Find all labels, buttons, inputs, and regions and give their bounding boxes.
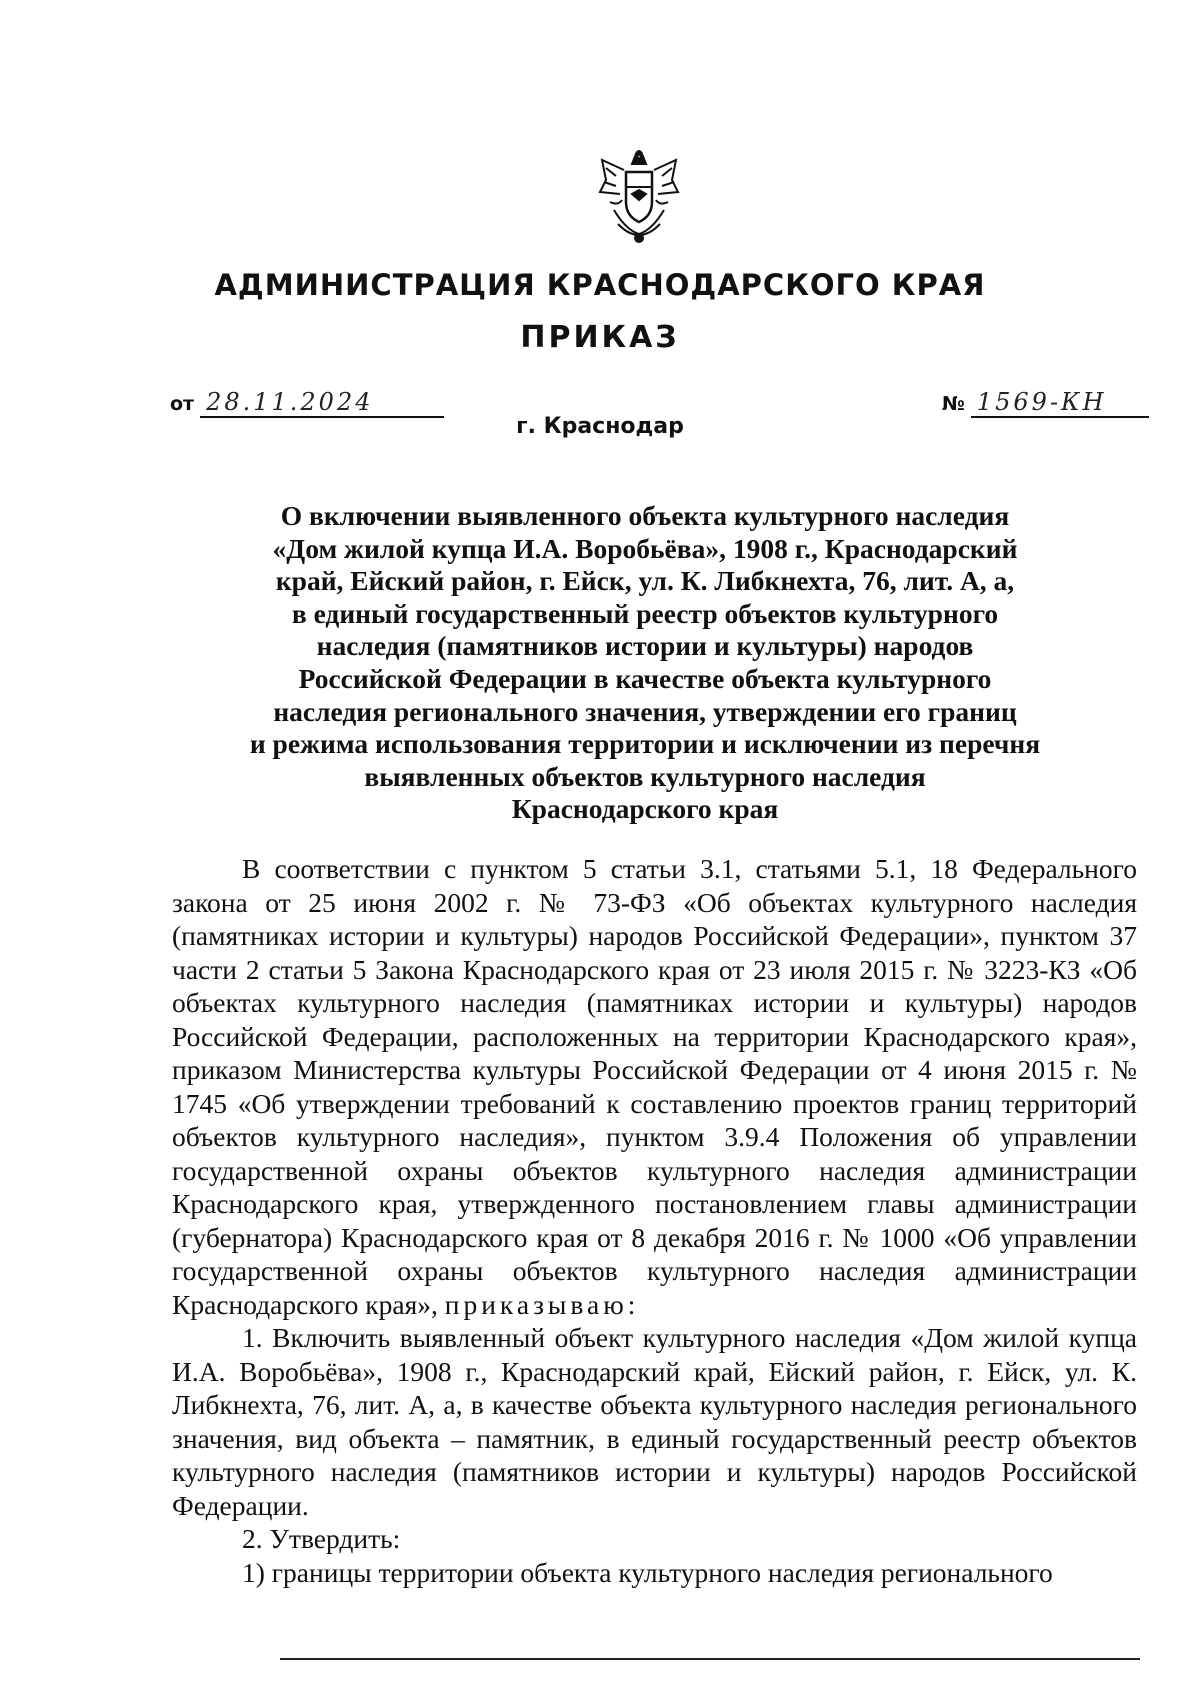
item-1-paragraph: 1. Включить выявленный объект культурного наследия «Дом жилой купца И.А. Воробьёва», 1908 г., Краснодарский край, Ейский район, г. Ейск, ул. К. Либкнехта, 76, лит. А, а, в качестве объекта культурного наследия регионального значения, вид объекта – памятник, в единый государственный реестр объектов культурного наследия (памятников истории и культуры) народов Российской Федерации. — [172, 1322, 1137, 1521]
number-field: 1569-КН — [971, 388, 1149, 418]
title-line: и режима использования территории и исключении из перечня — [249, 728, 1041, 760]
title-line: в единый государственный реестр объектов культурного — [291, 597, 999, 629]
organization-title: АДМИНИСТРАЦИЯ КРАСНОДАРСКОГО КРАЯ — [214, 268, 986, 302]
item-2-paragraph: 2. Утвердить: — [242, 1523, 401, 1554]
title-line: Российской Федерации в качестве объекта культурного — [298, 662, 992, 694]
order-word: приказываю: — [444, 1288, 640, 1320]
document-body — [172, 852, 1137, 1589]
preamble-text: В соответствии с пунктом 5 статьи 3.1, статьями 5.1, 18 Федерального закона от 25 июня 2002 г. № 73-ФЗ «Об объектах культурного наследия (памятниках истории и культуры) народов Российской Федерации», пунктом 37 части 2 статьи 5 Закона Краснодарского края от 23 июля 2015 г. № 3223-КЗ «Об объектах культурного наследия (памятниках истории и культуры) народов Российской Федерации, расположенных на территории Краснодарского края», приказом Министерства культуры Российской Федерации от 4 июня 2015 г. № 1745 «Об утверждении требований к составлению проектов границ территорий объектов культурного наследия», пунктом 3.9.4 Положения об управлении государственной охраны объектов культурного наследия администрации Краснодарского края, утвержденного постановлением главы администрации (губернатора) Краснодарского края от 8 декабря 2016 г. № 1000 «Об управлении государственной охраны объектов культурного наследия администрации Краснодарского края», — [172, 853, 1137, 1320]
title-line: Краснодарского края — [511, 793, 779, 825]
document-type: ПРИКАЗ — [520, 320, 680, 355]
item-2-1-paragraph: 1) границы территории объекта культурного наследия регионального — [242, 1556, 1053, 1588]
title-line: О включении выявленного объекта культурного наследия — [280, 500, 1010, 531]
title-line: край, Ейский район, г. Ейск, ул. К. Либкнехта, 76, лит. А, а, — [275, 565, 1015, 597]
city: г. Краснодар — [516, 414, 684, 439]
title-line: наследия регионального значения, утверждении его границ — [273, 695, 1017, 727]
date-prefix: от — [170, 393, 195, 415]
title-line: выявленных объектов культурного наследия — [364, 760, 926, 792]
footer-divider — [280, 1658, 1140, 1660]
coat-of-arms-icon — [596, 150, 682, 246]
title-line: «Дом жилой купца И.А. Воробьёва», 1908 г., Краснодарский — [272, 532, 1018, 564]
number-prefix: № — [942, 393, 965, 415]
order-title — [230, 500, 1060, 826]
preamble-paragraph — [172, 852, 1137, 1321]
date-field: 28.11.2024 — [200, 388, 444, 418]
title-line: наследия (памятников истории и культуры) народов — [316, 630, 974, 662]
